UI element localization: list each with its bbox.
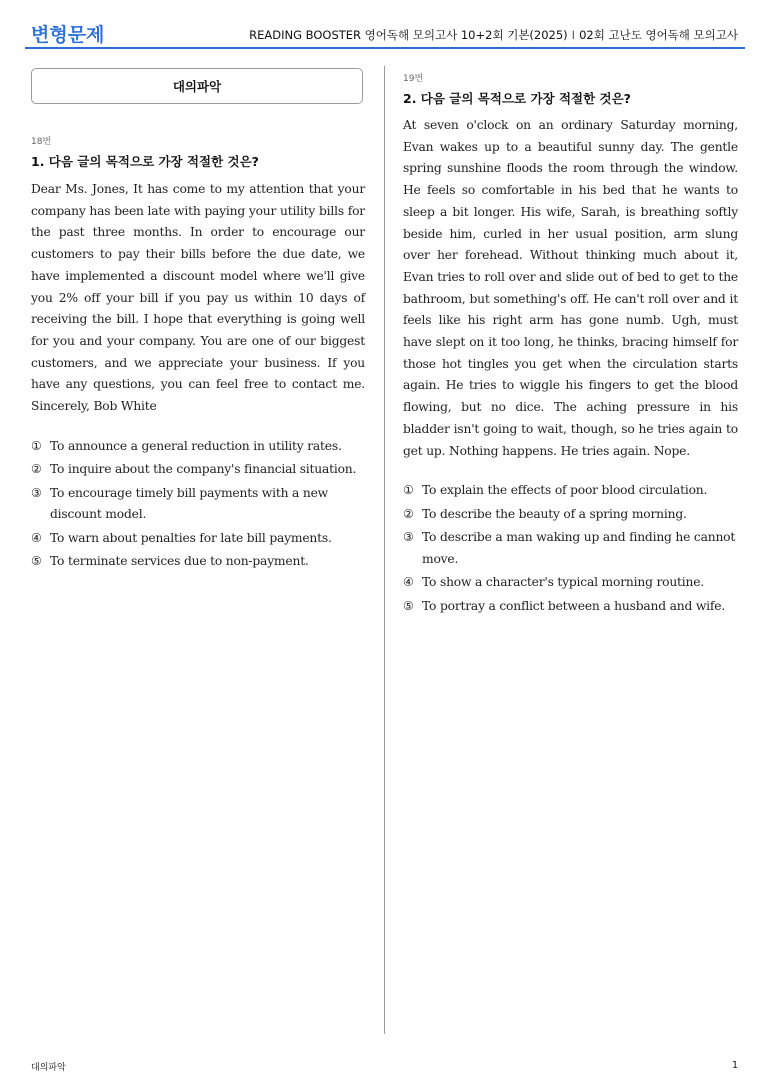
- choice-item[interactable]: [31, 528, 365, 550]
- brand-title: 변형문제: [31, 24, 105, 46]
- choice-marker: ②: [31, 462, 42, 477]
- series-separator: I: [571, 28, 576, 42]
- choice-item[interactable]: [403, 480, 738, 502]
- choice-item[interactable]: [31, 436, 365, 458]
- answer-choices: [403, 480, 738, 617]
- choice-marker: ④: [31, 530, 42, 545]
- choice-item[interactable]: [403, 596, 738, 618]
- question-passage: Dear Ms. Jones, It has come to my attention that your company has been late with paying your utility bills for the past three months. In order to encourage our customers to pay their bills before the due date, we have implemented a discount model where we'll give you 2% off your bill if you pay us within 10 days of receiving the bill. I hope that everything is going well for you and your company. You are one of our biggest customers, and we appreciate your business. If you have any questions, you can feel free to contact me. Sincerely, Bob White: [31, 182, 365, 414]
- choice-item[interactable]: [403, 504, 738, 526]
- choice-marker: ②: [403, 506, 414, 521]
- choice-marker: ①: [31, 438, 42, 453]
- question-passage: At seven o'clock on an ordinary Saturday morning, Evan wakes up to a beautiful sunny day. The gentle spring sunshine floods the room through the window. He feels so comfortable in his bed that he wants to sleep a bit longer. His wife, Sarah, is breathing softly beside him, curled in her usual position, arm slung over her forehead. Without thinking much about it, Evan tries to roll over and slide out of bed to get to the bathroom, but something's off. He can't roll over and it feels like his right arm has gone numb. Ugh, must have slept on it too long, he thinks, bracing himself for those hot tingles you get when the circulation starts again. He tries to wiggle his fingers to get the blood flowing, but no dice. The aching pressure in his bladder isn't going to wait, though, so he tries again to get up. Nothing happens. He tries again. Nope.: [403, 118, 738, 458]
- choice-text: To portray a conflict between a husband and wife.: [422, 598, 726, 613]
- right-column: [403, 68, 738, 619]
- choice-text: To announce a general reduction in utility rates.: [50, 438, 342, 453]
- page-number: 1: [731, 1060, 738, 1071]
- choice-item[interactable]: [31, 459, 365, 481]
- question-title: 1. 다음 글의 목적으로 가장 적절한 것은?: [31, 154, 259, 169]
- choice-text: To warn about penalties for late bill payments.: [50, 530, 332, 545]
- choice-text: To encourage timely bill payments with a new discount model.: [50, 485, 328, 522]
- answer-choices: [31, 436, 365, 573]
- choice-text: To terminate services due to non-payment.: [50, 554, 309, 569]
- choice-text: To describe the beauty of a spring morning.: [422, 506, 687, 521]
- question-title: 2. 다음 글의 목적으로 가장 적절한 것은?: [403, 91, 631, 106]
- section-label: 대의파악: [172, 79, 222, 94]
- choice-item[interactable]: [403, 527, 738, 570]
- question-number: 19번: [403, 74, 424, 84]
- choice-text: To describe a man waking up and finding he cannot move.: [422, 530, 736, 566]
- series-left: READING BOOSTER 영어독해 모의고사 10+2회 기본(2025): [249, 28, 568, 42]
- choice-item[interactable]: [403, 572, 738, 594]
- series-title: [249, 27, 738, 43]
- left-column: [31, 68, 365, 575]
- question-number: 18번: [31, 137, 52, 147]
- page-header: [0, 0, 768, 50]
- choice-text: To inquire about the company's financial situation.: [50, 462, 357, 477]
- footer-section-label: 대의파악: [31, 1063, 66, 1073]
- choice-item[interactable]: [31, 483, 365, 526]
- choice-item[interactable]: [31, 551, 365, 573]
- column-divider: [384, 66, 385, 1034]
- header-rule: [25, 47, 745, 49]
- choice-marker: ⑤: [403, 598, 414, 613]
- choice-marker: ①: [403, 483, 414, 498]
- series-right: 02회 고난도 영어독해 모의고사: [579, 28, 738, 42]
- choice-marker: ③: [31, 485, 42, 500]
- choice-marker: ③: [403, 530, 414, 545]
- choice-text: To explain the effects of poor blood circulation.: [422, 483, 708, 498]
- choice-text: To show a character's typical morning routine.: [422, 575, 705, 590]
- choice-marker: ⑤: [31, 554, 42, 569]
- section-label-box: [31, 68, 363, 104]
- choice-marker: ④: [403, 575, 414, 590]
